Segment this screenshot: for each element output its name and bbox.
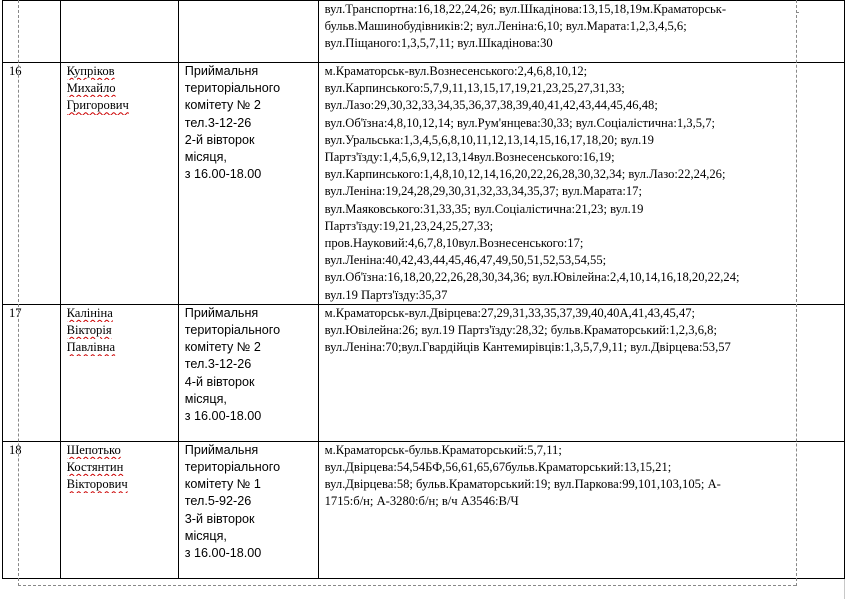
schedule-line: 4-й вівторок [184, 374, 255, 389]
schedule-line: місяця, [184, 150, 227, 165]
name-line: Павлівна [66, 340, 116, 355]
schedule-line: територіального [184, 323, 281, 338]
address-line: вул.Двірцева:58; бульв.Краматорський:19; вул.Паркова:99,101,103,105; А- [324, 477, 721, 492]
schedule-line: місяця, [184, 391, 227, 406]
address-line: бульв.Машинобудівників:2; вул.Леніна:6,10; вул.Марата:1,2,3,4,5,6; [324, 19, 687, 34]
deputy-name [60, 304, 178, 441]
deputies-table [2, 0, 845, 579]
address-line: вул.Лазо:29,30,32,33,34,35,36,37,38,39,40,41,42,43,44,45,46,48; [324, 98, 658, 113]
address-line: вул.Леніна:19,24,28,29,30,31,32,33,34,35,37; вул.Марата:17; [324, 184, 642, 199]
name-line: Шепотько [66, 442, 121, 457]
schedule-line: Приймальня [184, 442, 259, 457]
table-row [3, 441, 845, 578]
deputy-name [60, 441, 178, 578]
address-line: вул.Леніна:40,42,43,44,45,46,47,49,50,51,52,53,54,55; [324, 253, 607, 268]
address-line: пров.Науковий:4,6,7,8,10вул.Вознесенського:17; [324, 236, 584, 251]
address-line: вул.Об'їзна:16,18,20,22,26,28,30,34,36; вул.Ювілейна:2,4,10,14,16,18,20,22,24; [324, 270, 740, 285]
address-line: 1715:б/н; А-3280:б/н; в/ч А3546:В/Ч [324, 494, 519, 509]
address-line: вул.Леніна:70;вул.Гвардійців Кантемирівців:1,3,5,7,9,11; вул.Двірцева:53,57 [324, 340, 731, 355]
schedule-line: місяця, [184, 528, 227, 543]
table-row [3, 63, 845, 305]
address-line: вул.Уральська:1,3,4,5,6,8,10,11,12,13,14,15,16,17,18,20; вул.19 [324, 132, 654, 147]
addresses-list [318, 441, 844, 578]
table-row [3, 304, 845, 441]
margin-guide-tick [796, 12, 799, 13]
address-line: вул.Транспортна:16,18,22,24,26; вул.Шкадінова:13,15,18,19м.Краматорськ- [324, 2, 727, 16]
table-row [3, 1, 845, 63]
schedule-line: Приймальня [184, 64, 259, 78]
schedule-line: 3-й вівторок [184, 511, 255, 526]
schedule-line: комітету № 2 [184, 340, 261, 355]
schedule-line: з 16.00-18.00 [184, 409, 262, 424]
address-line: м.Краматорськ-бульв.Краматорський:5,7,11; [324, 442, 562, 457]
reception-schedule [178, 1, 318, 63]
address-line: вул.Карпинського:5,7,9,11,13,15,17,19,21,23,25,27,31,33; [324, 81, 625, 96]
address-line: м.Краматорськ-вул.Вознесенського:2,4,6,8,10,12; [324, 64, 588, 78]
reception-schedule [178, 63, 318, 305]
schedule-line: тел.3-12-26 [184, 115, 252, 130]
schedule-line: територіального [184, 460, 281, 475]
address-line: вул.Ювілейна:26; вул.19 Партз'їзду:28,32; бульв.Краматорський:1,2,3,6,8; [324, 323, 717, 338]
addresses-list [318, 1, 844, 63]
address-line: вул.Об'їзна:4,8,10,12,14; вул.Рум'янцева:30,33; вул.Соціалістична:1,3,5,7; [324, 115, 715, 130]
schedule-line: тел.5-92-26 [184, 494, 252, 509]
address-line: вул.Карпинського:1,4,8,10,12,14,16,20,22,26,28,30,32,34; вул.Лазо:22,24,26; [324, 167, 726, 182]
margin-guide-bottom [18, 585, 796, 586]
schedule-line: Приймальня [184, 305, 259, 320]
row-number: 16 [3, 63, 61, 305]
addresses-list [318, 63, 844, 305]
address-line: вул.Піщаного:1,3,5,7,11; вул.Шкадінова:30 [324, 36, 553, 51]
name-line: Григорович [66, 98, 129, 113]
margin-guide-left [18, 0, 19, 586]
name-line: Вікторія [66, 323, 112, 338]
name-line: Калініна [66, 305, 113, 320]
margin-guide-right [796, 0, 797, 586]
schedule-line: 2-й вівторок [184, 132, 255, 147]
name-line: Костянтин [66, 460, 124, 475]
address-line: вул.Двірцева:54,54БФ,56,61,65,67бульв.Краматорський:13,15,21; [324, 460, 672, 475]
reception-schedule [178, 441, 318, 578]
schedule-line: з 16.00-18.00 [184, 167, 262, 182]
row-number: 18 [3, 441, 61, 578]
name-line: Купріков [66, 64, 115, 78]
address-line: Партз'їзду:19,21,23,24,25,27,33; [324, 218, 494, 233]
schedule-line: комітету № 2 [184, 98, 261, 113]
address-line: Партз'їзду:1,4,5,6,9,12,13,14вул.Вознесенського:16,19; [324, 150, 615, 165]
address-line: вул.19 Партз'їзду:35,37 [324, 287, 448, 302]
address-line: м.Краматорськ-вул.Двірцева:27,29,31,33,35,37,39,40,40А,41,43,45,47; [324, 305, 696, 320]
schedule-line: з 16.00-18.00 [184, 546, 262, 561]
name-line: Вікторович [66, 477, 128, 492]
deputy-name [60, 1, 178, 63]
schedule-line: тел.3-12-26 [184, 357, 252, 372]
addresses-list [318, 304, 844, 441]
name-line: Михайло [66, 81, 116, 96]
schedule-line: територіального [184, 81, 281, 96]
reception-schedule [178, 304, 318, 441]
row-number: 17 [3, 304, 61, 441]
schedule-line: комітету № 1 [184, 477, 261, 492]
address-line: вул.Маяковського:31,33,35; вул.Соціалістична:21,23; вул.19 [324, 201, 644, 216]
deputy-name [60, 63, 178, 305]
row-number [3, 1, 61, 63]
